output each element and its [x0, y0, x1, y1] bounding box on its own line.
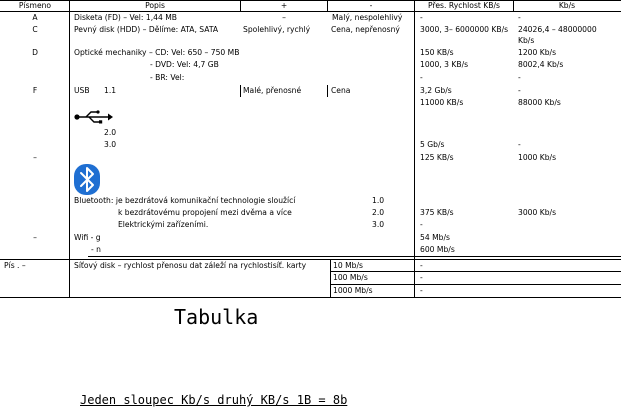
row-bt-kbs: 1000 Kb/s [518, 153, 557, 162]
caption-title: Tabulka [174, 305, 259, 329]
row-wifi-label: Wifi - g [74, 233, 101, 242]
row-d-br: - BR: Vel: [150, 73, 185, 82]
header-pismeno: Písmeno [18, 1, 52, 10]
row-c-plus: Spolehlivý, rychlý [243, 25, 311, 34]
row-a-kbs: - [518, 13, 521, 22]
row-d-letter: D [32, 48, 38, 57]
row-c-kbs-1: 24026,4 – 48000000 [518, 25, 597, 34]
row-net-dash-2: - [420, 273, 423, 282]
row-d-kbs-1: 1200 Kb/s [518, 48, 557, 57]
row-bt-desc-2: k bezdrátovému propojení mezi dvěma a více [118, 208, 292, 217]
row-f-ver-1: 1.1 [104, 86, 117, 95]
row-f-prenos-3: 5 Gb/s [420, 140, 445, 149]
row-f-kbs-3: - [518, 140, 521, 149]
row-bt-kbs-2: 3000 Kb/s [518, 208, 557, 217]
row-d-popis: Optické mechaniky – CD: Vel: 650 – 750 MB [74, 48, 240, 57]
row-f-letter: F [32, 86, 38, 95]
row-wifi-letter: – [33, 233, 37, 242]
wifi-row-border [88, 256, 621, 257]
row-d-prenos-2: 1000, 3 KB/s [420, 60, 469, 69]
footnote-text: Jeden sloupec Kb/s druhý KB/s 1B = 8b [80, 393, 348, 407]
row-net-speed-1: 10 Mb/s [333, 261, 363, 270]
col-divider-1 [69, 0, 70, 297]
row-bt-prenos: 125 KB/s [420, 153, 454, 162]
row-a-prenos: - [420, 13, 423, 22]
row-f-prenos-2: 11000 KB/s [420, 98, 464, 107]
row-a-letter: A [32, 13, 38, 22]
row-f-minus: Cena [331, 86, 351, 95]
col-divider-6 [330, 259, 331, 297]
row-c-kbs-2: Kb/s [518, 36, 535, 45]
row-f-ver-3: 3.0 [104, 140, 117, 149]
row-c-popis: Pevný disk (HDD) – Dělíme: ATA, SATA [74, 25, 219, 34]
net-row-border [0, 259, 621, 260]
row-bt-ver-2: 2.0 [372, 208, 385, 217]
header-kbs: Kb/s [558, 1, 576, 10]
row-d-dvd: - DVD: Vel: 4,7 GB [150, 60, 219, 69]
usb-row-divider-1 [240, 85, 241, 97]
row-d-kbs-3: - [518, 73, 521, 82]
bluetooth-icon [74, 164, 100, 195]
usb-icon [74, 110, 114, 124]
row-d-kbs-2: 8002,4 Kb/s [518, 60, 564, 69]
row-net-dash-3: - [420, 286, 423, 295]
row-bt-desc-1: Bluetooth: je bezdrátová komunikační technologie sloužící [74, 196, 296, 205]
row-d-prenos-3: - [420, 73, 423, 82]
row-net-letter: Pís . – [4, 261, 26, 270]
usb-row-divider-2 [327, 85, 328, 97]
row-bt-ver-1: 1.0 [372, 196, 385, 205]
row-f-ver-2: 2.0 [104, 128, 117, 137]
table-bottom-border [0, 297, 621, 298]
row-c-letter: C [32, 25, 38, 34]
row-net-speed-2: 100 Mb/s [333, 273, 368, 282]
header-prenos: Přes. Rychlost KB/s [427, 1, 500, 10]
row-f-usb: USB [74, 86, 90, 95]
net-sub-border-2 [330, 284, 621, 285]
header-minus: - [369, 1, 373, 10]
row-wifi-prenos: 54 Mb/s [420, 233, 450, 242]
row-net-popis: Síťový disk – rychlost přenosu dat záleží na rychlostisíť. karty [74, 261, 307, 270]
row-bt-desc-3: Elektrickými zařízeními. [118, 220, 209, 229]
row-c-prenos: 3000, 3– 6000000 KB/s [420, 25, 509, 34]
header-plus: + [280, 1, 288, 10]
row-wifi-n-prenos: 600 Mb/s [420, 245, 455, 254]
row-c-minus: Cena, nepřenosný [331, 25, 400, 34]
row-bt-ver-3: 3.0 [372, 220, 385, 229]
header-popis: Popis [145, 1, 165, 10]
row-bt-letter: – [33, 153, 37, 162]
header-bottom-border [0, 11, 621, 12]
row-bt-prenos-3: - [420, 220, 423, 229]
row-a-plus: – [282, 13, 286, 22]
row-d-prenos-1: 150 KB/s [420, 48, 454, 57]
row-a-popis: Disketa (FD) – Vel: 1,44 MB [74, 13, 177, 22]
row-net-dash-1: - [420, 261, 423, 270]
row-f-kbs-1: - [518, 86, 521, 95]
row-a-minus: Malý, nespolehlivý [332, 13, 403, 22]
row-f-plus: Malé, přenosné [243, 86, 302, 95]
row-f-prenos-1: 3,2 Gb/s [420, 86, 452, 95]
row-wifi-n: - n [91, 245, 101, 254]
row-f-kbs-2: 88000 Kb/s [518, 98, 561, 107]
net-sub-border-1 [330, 271, 621, 272]
row-bt-prenos-2: 375 KB/s [420, 208, 454, 217]
col-divider-4 [414, 0, 415, 297]
row-net-speed-3: 1000 Mb/s [333, 286, 373, 295]
